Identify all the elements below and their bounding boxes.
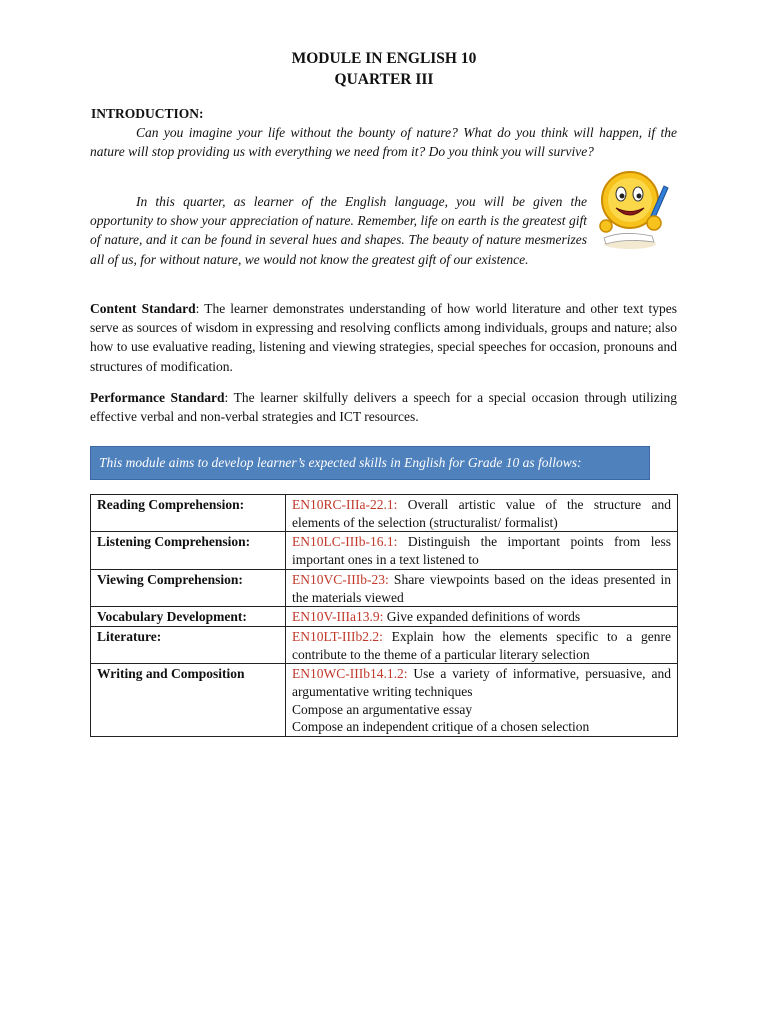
smiley-writing-icon <box>592 168 672 250</box>
competency-text: Overall artistic value of the structure and elements of the selection (structuralist/ formalist) <box>292 497 671 530</box>
skill-label-cell: Literature: <box>91 626 286 663</box>
table-row <box>91 495 678 532</box>
competency-code: EN10LC-IIIb-16.1: <box>292 534 398 550</box>
content-standard-paragraph <box>90 299 677 376</box>
intro-paragraph-1: Can you imagine your life without the bounty of nature? What do you think will happen, if the nature will stop providing us with everything we need from it? Do you think you will survive? <box>90 125 677 160</box>
table-row <box>91 532 678 569</box>
competency-code: EN10RC-IIIa-22.1: <box>292 497 398 512</box>
skill-description-cell <box>286 532 678 569</box>
competency-text: Use a variety of informative, persuasive, and argumentative writing techniques <box>292 666 671 700</box>
competency-extra-line: Compose an argumentative essay <box>292 701 473 717</box>
skill-label-cell: Viewing Comprehension: <box>91 569 286 606</box>
table-row <box>91 664 678 737</box>
skill-label-cell: Writing and Composition <box>91 664 286 737</box>
skill-description-cell <box>286 495 678 532</box>
content-standard-label: Content Standard <box>90 301 196 316</box>
competency-code: EN10V-IIIa13.9: <box>292 609 384 625</box>
skill-label-cell: Listening Comprehension: <box>91 532 286 569</box>
competency-code: EN10LT-IIIb2.2: <box>292 628 383 644</box>
competency-text: Share viewpoints based on the ideas presented in the materials viewed <box>292 571 671 605</box>
competency-code: EN10VC-IIIb-23: <box>292 571 389 587</box>
skill-label-cell: Reading Comprehension: <box>91 495 286 532</box>
skills-table-body <box>91 495 678 737</box>
competency-code: EN10WC-IIIb14.1.2: <box>292 666 408 682</box>
skills-banner <box>90 446 650 480</box>
table-row <box>91 607 678 627</box>
skills-banner-text: This module aims to develop learner’s expected skills in English for Grade 10 as follows: <box>99 455 582 470</box>
competency-text: Explain how the elements specific to a genre contribute to the theme of a particular literary selection <box>292 628 671 662</box>
skill-description-cell <box>286 626 678 663</box>
competency-text: Give expanded definitions of words <box>383 609 581 625</box>
skill-description-cell <box>286 607 678 627</box>
skill-description-cell <box>286 664 678 737</box>
content-standard-text: : The learner demonstrates understanding of how world literature and other text types serve as sources of wisdom in expressing and resolving conflicts among individuals, groups and nature; also how to use evaluative reading, listening and viewing strategies, special speeches for occasion, pronouns and structures of modification. <box>90 301 677 374</box>
skill-label-cell: Vocabulary Development: <box>91 607 286 627</box>
table-row <box>91 626 678 663</box>
performance-standard-text: : The learner skilfully delivers a speech for a special occasion through utilizing effective verbal and non-verbal strategies and ICT resources. <box>90 390 677 425</box>
competency-text: Distinguish the important points from less important ones in a text listened to <box>292 534 671 568</box>
introduction-heading: INTRODUCTION: <box>91 106 204 121</box>
quarter-title: QUARTER III <box>334 71 434 88</box>
intro-paragraph-2: In this quarter, as learner of the English language, you will be given the opportunity to show your appreciation of nature. Remember, life on earth is the greatest gift of nature, and it can be found in several hues and shapes. The beauty of nature mesmerizes all of us, for without nature, we would not know the greatest gift of our existence. <box>90 194 587 267</box>
module-title: MODULE IN ENGLISH 10 <box>291 50 477 67</box>
skills-table <box>90 494 678 737</box>
performance-standard-paragraph <box>90 388 677 426</box>
competency-extra-line: Compose an independent critique of a chosen selection <box>292 719 590 735</box>
title-block <box>0 48 768 90</box>
table-row <box>91 569 678 606</box>
skill-description-cell <box>286 569 678 606</box>
performance-standard-label: Performance Standard <box>90 390 225 405</box>
